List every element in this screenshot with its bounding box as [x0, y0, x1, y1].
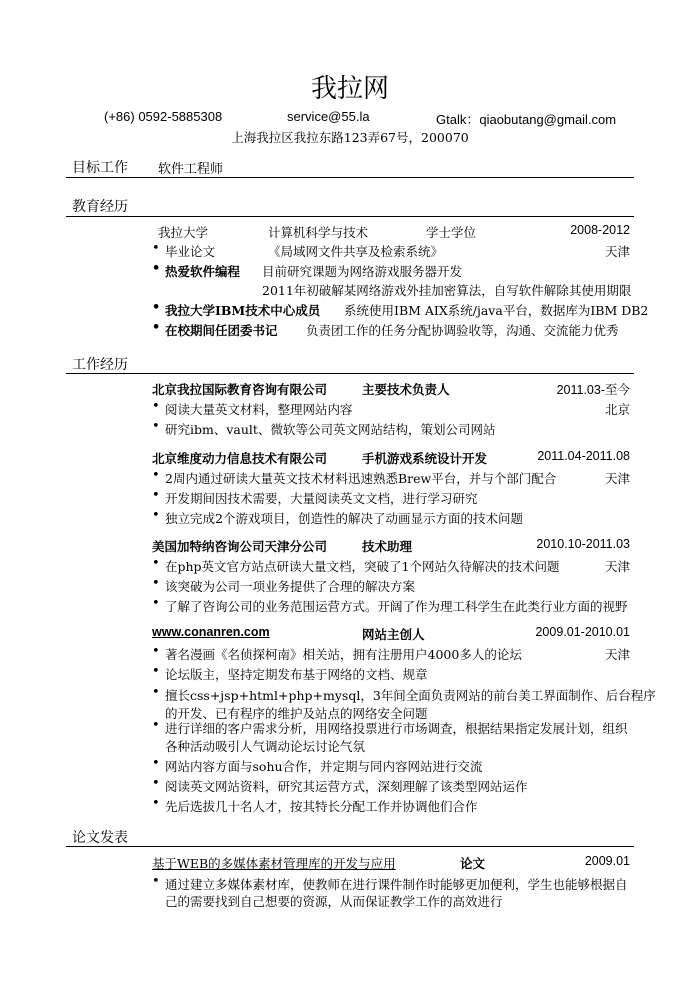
company-name: 北京我拉国际教育咨询有限公司 [152, 382, 328, 397]
bullet-icon: • [152, 596, 160, 611]
email-address: service@55.la [287, 109, 370, 124]
education-period: 2008-2012 [570, 223, 630, 237]
bullet-icon: • [152, 576, 160, 591]
objective-value: 软件工程师 [158, 162, 224, 177]
list-item-detail: 负责团工作的任务分配协调验收等，沟通、交流能力优秀 [306, 323, 619, 338]
company-name: 北京维度动力信息技术有限公司 [152, 451, 328, 466]
bullet-icon: • [152, 556, 160, 571]
bullet-icon: • [152, 419, 160, 434]
objective-label: 目标工作 [72, 160, 128, 176]
job-role: 技术助理 [362, 539, 413, 554]
job-role: 网站主创人 [362, 627, 425, 642]
education-location: 天津 [604, 244, 630, 259]
list-item-continuation: 各种活动吸引人气调动论坛讨论气氛 [165, 739, 366, 754]
job-period: 2009.01-2010.01 [535, 625, 630, 639]
postal-address: 上海我拉区我拉东路123弄67号，200070 [231, 130, 469, 145]
bullet-icon: • [152, 488, 160, 503]
bullet-icon: • [152, 320, 161, 335]
job-period: 2011.03-至今 [556, 383, 630, 397]
job-period: 2010.10-2011.03 [536, 537, 630, 551]
bullet-icon: • [152, 261, 161, 276]
bullet-icon: • [152, 241, 160, 256]
list-item-detail: 目前研究课题为网络游戏服务器开发 [262, 264, 463, 279]
company-name: 美国加特纳咨询公司天津分公司 [152, 539, 328, 554]
bullet-icon: • [152, 756, 160, 771]
list-item-detail: 2011年初破解某网络游戏外挂加密算法，自写软件解除其使用期限 [262, 283, 632, 298]
job-location: 天津 [604, 471, 630, 486]
bullet-icon: • [152, 508, 160, 523]
work-divider [66, 373, 634, 374]
job-location: 天津 [604, 559, 630, 574]
list-item-detail: 系统使用IBM AIX系统/java平台，数据库为IBM DB2 [344, 303, 649, 318]
bullet-icon: • [152, 718, 160, 733]
bullet-icon: • [152, 468, 160, 483]
paper-date: 2009.01 [584, 854, 630, 868]
bullet-icon: • [152, 300, 161, 315]
papers-divider [66, 846, 634, 847]
list-item-continuation: 的开发、已有程序的维护及站点的网络安全问题 [165, 706, 428, 721]
job-location: 天津 [604, 647, 630, 662]
job-location: 北京 [604, 402, 630, 417]
website-link[interactable]: www.conanren.com [152, 625, 270, 639]
work-label: 工作经历 [72, 357, 128, 373]
education-divider [66, 216, 634, 217]
paper-title: 基于WEB的多媒体素材管理库的开发与应用 [152, 856, 396, 871]
bullet-icon: • [152, 796, 160, 811]
paper-type: 论文 [460, 856, 486, 871]
bullet-icon: • [152, 685, 160, 700]
phone-number: (+86) 0592-5885308 [104, 109, 223, 124]
thesis-title: 《局域网文件共享及检索系统》 [268, 244, 444, 259]
resume-name: 我拉网 [310, 74, 389, 104]
objective-divider [66, 177, 634, 178]
job-role: 主要技术负责人 [362, 382, 450, 397]
list-item-continuation: 己的需要找到自己想要的资源，从而保证教学工作的高效进行 [165, 894, 503, 909]
major-name: 计算机科学与技术 [268, 225, 369, 240]
education-label: 教育经历 [72, 199, 128, 215]
job-role: 手机游戏系统设计开发 [362, 451, 488, 466]
bullet-icon: • [152, 874, 160, 889]
gtalk-address: Gtalk：qiaobutang@gmail.com [436, 112, 617, 127]
bullet-icon: • [152, 644, 160, 659]
papers-label: 论文发表 [72, 830, 128, 846]
job-period: 2011.04-2011.08 [537, 449, 630, 463]
bullet-icon: • [152, 776, 160, 791]
bullet-icon: • [152, 399, 160, 414]
bullet-icon: • [152, 664, 160, 679]
school-name: 我拉大学 [158, 225, 209, 240]
degree-name: 学士学位 [426, 225, 477, 240]
